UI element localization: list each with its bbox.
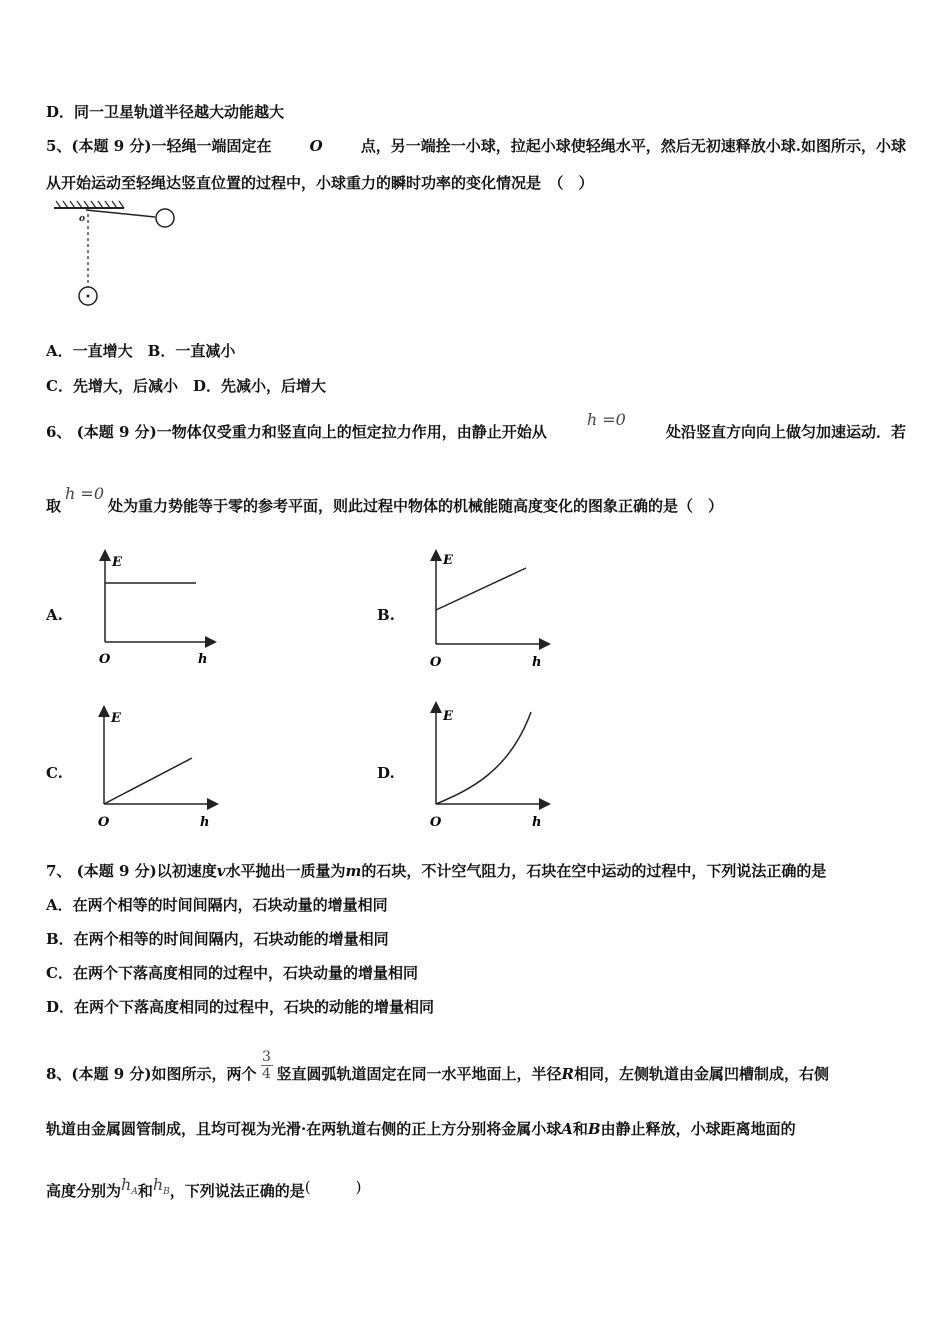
y-axis-label: E [443, 553, 453, 568]
q7-option-d: D．在两个下落高度相同的过程中，石块的动能的增量相同 [46, 998, 435, 1016]
q5-pendulum-figure [48, 198, 188, 313]
q7-stem-part-a: 7、 (本题 9 分)以初速度 [46, 862, 217, 880]
q8-he: 和 [572, 1120, 588, 1138]
q8-stem-line3 [46, 1175, 362, 1208]
q8-hb-h: h [152, 1175, 164, 1194]
q6-stem-line1 [46, 410, 906, 442]
graph-c-curve [104, 758, 192, 804]
y-axis-label: E [443, 709, 453, 724]
x-axis-label: h [532, 655, 542, 670]
q6-stem-part-a: 6、 (本题 9 分)一物体仅受重力和竖直向上的恒定拉力作用，由静止开始从 [46, 423, 547, 441]
q7-v: v [216, 862, 226, 880]
q7-option-b: B．在两个相等的时间间隔内，石块动能的增量相同 [46, 930, 389, 948]
x-axis-label: h [198, 652, 208, 667]
q6-math-h0: h =0 [586, 410, 626, 429]
q5-stem-line2: 从开始运动至轻绳达竖直位置的过程中，小球重力的瞬时功率的变化情况是 （ ） [46, 174, 594, 192]
q8-fraction-denominator: 4 [262, 1066, 271, 1082]
q8-stem-part-d: 轨道由金属圆管制成，且均可视为光滑·在两轨道右侧的正上方分别将金属小球 [46, 1120, 562, 1138]
rope-horizontal [86, 210, 155, 217]
q6-option-d-label: D. [377, 764, 395, 782]
q8-b: B [587, 1120, 601, 1138]
q8-he2: 和 [137, 1182, 153, 1200]
ball-start [156, 209, 174, 227]
q8-stem-part-g: ，下列说法正确的是 [169, 1182, 305, 1200]
q5-stem-line1 [46, 136, 906, 156]
ball-end-center [87, 295, 90, 298]
q8-hb [152, 1175, 170, 1198]
q8-ha-h: h [121, 1175, 132, 1194]
q8-ha-sub: A [131, 1187, 138, 1198]
q4-option-d: D．同一卫星轨道半径越大动能越大 [46, 103, 285, 121]
q5-options-row1: A．一直增大 B．一直减小 [46, 342, 236, 360]
graph-d-curve [436, 712, 531, 804]
origin-label: O [430, 815, 442, 830]
q7-stem [46, 861, 906, 881]
q6-graph-c [90, 704, 225, 832]
x-axis-label: h [532, 815, 542, 830]
q7-option-c: C．在两个下落高度相同的过程中，石块动量的增量相同 [46, 964, 418, 982]
q6-stem-part-d: 处为重力势能等于零的参考平面，则此过程中物体的机械能随高度变化的图象正确的是（ ） [108, 497, 724, 515]
y-axis-label: E [111, 711, 121, 726]
q6-stem-line2 [46, 484, 724, 516]
ceiling-hatch [54, 201, 124, 208]
q8-stem-part-b: 竖直圆弧轨道固定在同一水平地面上，半径 [276, 1064, 562, 1083]
q8-a: A [561, 1120, 573, 1138]
q8-hb-sub: B [163, 1187, 170, 1198]
graph-b-curve [436, 568, 526, 610]
q6-math-h0-2: h =0 [65, 484, 104, 503]
q8-stem-line2 [46, 1119, 796, 1139]
q5-stem-part-a: 5、(本题 9 分)一轻绳一端固定在 [46, 137, 272, 155]
origin-label: O [98, 815, 110, 830]
q8-answer-paren: ( ) [304, 1178, 362, 1196]
q7-m: m [345, 862, 362, 880]
y-axis-label: E [112, 555, 122, 570]
q8-r: R [561, 1064, 574, 1083]
q8-stem-part-a: 8、(本题 9 分)如图所示，两个 [46, 1064, 257, 1083]
q5-stem-part-b: 点，另一端拴一小球，拉起小球使轻绳水平，然后无初速释放小球.如图所示，小球 [360, 137, 906, 155]
q7-stem-part-b: 水平抛出一质量为 [225, 862, 346, 880]
q7-option-a: A．在两个相等的时间间隔内，石块动量的增量相同 [46, 896, 388, 914]
q6-graph-b [424, 546, 554, 671]
q8-stem-part-c: 相同，左侧轨道由金属凹槽制成，右侧 [574, 1064, 830, 1083]
q6-option-a-label: A. [46, 606, 63, 624]
origin-label: O [99, 652, 111, 667]
q8-stem-line1 [46, 1049, 906, 1090]
pivot-label: o [79, 214, 86, 224]
origin-label: O [430, 655, 442, 670]
q8-fraction [261, 1049, 273, 1082]
q7-stem-part-c: 的石块，不计空气阻力，石块在空中运动的过程中，下列说法正确的是 [361, 862, 827, 880]
q8-ha [121, 1175, 138, 1198]
q8-stem-part-f: 高度分别为 [46, 1182, 122, 1200]
x-axis-label: h [200, 815, 210, 830]
q8-fraction-numerator: 3 [262, 1049, 271, 1065]
q6-option-c-label: C. [46, 764, 63, 782]
q8-stem-part-e: 由静止释放，小球距离地面的 [600, 1120, 796, 1138]
q6-option-b-label: B. [377, 606, 395, 624]
q5-point-o: O [309, 137, 323, 155]
q6-graph-a [92, 546, 222, 671]
q6-graph-d [424, 700, 554, 832]
q5-options-row2: C．先增大，后减小 D．先减小，后增大 [46, 377, 326, 395]
q6-stem-part-b: 处沿竖直方向向上做匀加速运动．若 [665, 423, 906, 441]
q6-stem-part-c: 取 [46, 497, 62, 515]
